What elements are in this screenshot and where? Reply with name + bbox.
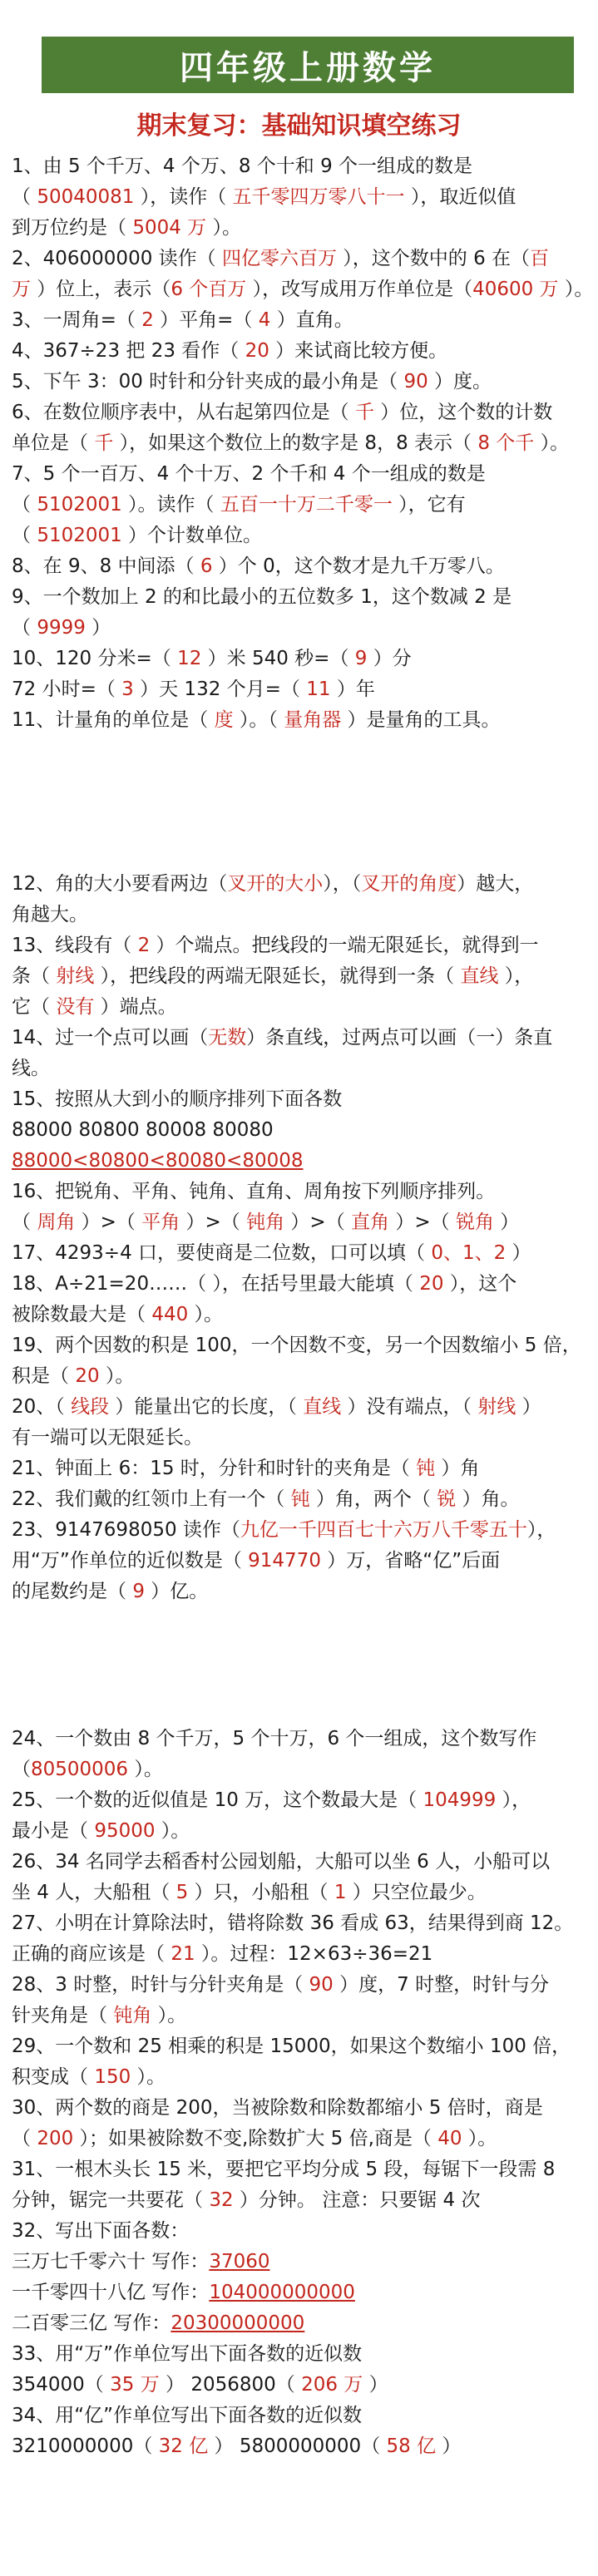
question-text: ）来试商比较方便。 bbox=[269, 340, 448, 362]
question-text: 354000（ bbox=[12, 2374, 111, 2396]
questions-block-3 bbox=[12, 1724, 586, 2462]
question-text: ）米 540 秒=（ bbox=[201, 648, 355, 669]
question-text: 1、由 5 个千万、4 个万、8 个十和 9 个一组成的数是 bbox=[12, 155, 473, 177]
question-text: 72 小时=（ bbox=[12, 679, 122, 700]
answer-text: 锐 bbox=[437, 1488, 457, 1510]
text-line bbox=[12, 1484, 586, 1515]
text-line bbox=[12, 2062, 586, 2093]
question-text: ）越大， bbox=[457, 873, 534, 895]
question-text: 3、一周角=（ bbox=[12, 309, 142, 331]
question-text: 19、两个因数的积是 100，一个因数不变，另一个因数缩小 5 倍， bbox=[12, 1335, 581, 1356]
question-text: ）>（ bbox=[389, 1212, 456, 1233]
question-text: ） bbox=[506, 1242, 531, 1264]
text-line bbox=[12, 2247, 586, 2277]
text-line bbox=[12, 490, 586, 521]
title-banner: 四年级上册数学 bbox=[42, 37, 574, 93]
question-text: 24、一个数由 8 个千万，5 个十万，6 个一组成，这个数写作 bbox=[12, 1728, 537, 1749]
answer-text: 五千零四万零八十一 bbox=[232, 186, 405, 208]
answer-text: 104999 bbox=[423, 1789, 497, 1811]
text-line bbox=[12, 428, 586, 459]
question-text: 15、按照从大到小的顺序排列下面各数 bbox=[12, 1088, 343, 1110]
worksheet-page bbox=[0, 37, 598, 2576]
answer-text: 钝角 bbox=[246, 1212, 285, 1233]
question-text: ） bbox=[493, 1212, 520, 1233]
question-text: ）。 bbox=[462, 2128, 497, 2149]
question-text: 它（ bbox=[12, 996, 57, 1018]
text-line bbox=[12, 1115, 586, 1146]
question-text: ）位，这个数的计数 bbox=[373, 402, 553, 423]
text-line bbox=[12, 2216, 586, 2247]
text-line bbox=[12, 2031, 586, 2062]
questions-block-2 bbox=[12, 869, 586, 1607]
answer-text: 锐角 bbox=[455, 1212, 494, 1233]
question-text: 31、一根木头长 15 米，要把它平均分成 5 段，每锯下一段需 8 bbox=[12, 2159, 556, 2180]
answer-text: 周角 bbox=[37, 1212, 76, 1233]
text-line bbox=[12, 336, 586, 367]
question-text: ）。 bbox=[151, 2005, 187, 2026]
answer-text: 钝角 bbox=[113, 2005, 152, 2026]
question-text: ）。（ bbox=[233, 709, 284, 731]
answer-text: 20 bbox=[75, 1365, 100, 1387]
question-text: 25、一个数的近似值是 10 万，这个数最大是（ bbox=[12, 1789, 423, 1811]
question-text: 13、线段有（ bbox=[12, 935, 138, 956]
question-text: ）年 bbox=[330, 679, 375, 700]
text-line bbox=[12, 1847, 586, 1878]
answer-text: 钝 bbox=[290, 1488, 310, 1510]
question-text: ）直角。 bbox=[270, 309, 353, 331]
text-line bbox=[12, 1816, 586, 1847]
question-text: （ bbox=[12, 494, 37, 516]
answer-text: 4 bbox=[258, 309, 271, 331]
question-text: ）只，小船租（ bbox=[188, 1882, 334, 1903]
question-text: ）。 bbox=[155, 1820, 190, 1842]
question-text: ）只空位最少。 bbox=[346, 1882, 487, 1903]
question-text: 14、过一个点可以画（ bbox=[12, 1027, 209, 1049]
answer-text: 万 bbox=[12, 279, 31, 300]
question-text: 积是（ bbox=[12, 1365, 76, 1387]
text-line bbox=[12, 1023, 586, 1054]
question-text: 用“万”作单位的近似数是（ bbox=[12, 1550, 249, 1572]
text-line bbox=[12, 1970, 586, 2001]
question-text: （ bbox=[12, 525, 37, 546]
question-text: ）>（ bbox=[75, 1212, 142, 1233]
worksheet-body bbox=[12, 151, 594, 2462]
question-text: ）分 bbox=[367, 648, 412, 669]
question-text: ）。 bbox=[534, 432, 570, 454]
question-text: ），改写成用万作单位是（ bbox=[246, 279, 473, 300]
question-text: 2、406000000 读作（ bbox=[12, 248, 222, 269]
answer-text: 8 个千 bbox=[477, 432, 535, 454]
question-text: 坐 4 人，大船租（ bbox=[12, 1882, 176, 1903]
text-line bbox=[12, 2431, 586, 2462]
answer-text: 千 bbox=[354, 402, 374, 423]
answer-text: 没有 bbox=[56, 996, 95, 1018]
text-line bbox=[12, 244, 586, 274]
question-text: 针夹角是（ bbox=[12, 2005, 114, 2026]
question-text: 8、在 9、8 中间添（ bbox=[12, 555, 200, 577]
question-text: （ bbox=[12, 2128, 37, 2149]
question-text: 23、9147698050 读作（ bbox=[12, 1519, 240, 1541]
question-text: ）；如果被除数不变,除数扩大 5 倍,商是（ bbox=[73, 2128, 438, 2149]
text-line bbox=[12, 305, 586, 336]
answer-text: 线段 bbox=[71, 1396, 110, 1418]
answer-text: 206 万 bbox=[301, 2374, 363, 2396]
question-text: ）。 bbox=[99, 1365, 135, 1387]
text-line bbox=[12, 582, 586, 613]
text-line bbox=[12, 992, 586, 1023]
question-text: 18、A÷21=20……（ ），在括号里最大能填（ bbox=[12, 1273, 420, 1295]
question-text: ）。 bbox=[131, 2066, 166, 2088]
question-text: ）度。 bbox=[427, 371, 492, 392]
answer-text: 50040081 bbox=[37, 186, 135, 208]
answer-text: 5102001 bbox=[37, 494, 122, 516]
text-line bbox=[12, 1207, 586, 1238]
question-text: ）角。 bbox=[456, 1488, 520, 1510]
question-text: ）位上，表示（ bbox=[31, 279, 171, 300]
question-text: ），它有 bbox=[392, 494, 466, 516]
question-text: ） bbox=[436, 2435, 462, 2457]
text-line bbox=[12, 367, 586, 397]
question-text: ），把线段的两端无限延长，就得到一条（ bbox=[94, 965, 461, 987]
questions-block-1 bbox=[12, 151, 594, 736]
text-line bbox=[12, 1908, 586, 1939]
question-text: ）， bbox=[496, 1789, 531, 1811]
text-line bbox=[12, 2370, 586, 2401]
answer-text: 20 bbox=[245, 340, 269, 362]
text-line bbox=[12, 1361, 586, 1392]
question-text: 9、一个数加上 2 的和比最小的五位数多 1，这个数减 2 是 bbox=[12, 586, 512, 608]
text-line bbox=[12, 1423, 586, 1453]
question-text: 角越大。 bbox=[12, 904, 88, 925]
text-line bbox=[12, 1054, 586, 1084]
question-text: 5、下午 3：00 时针和分针夹成的最小角是（ bbox=[12, 371, 404, 392]
question-text: 有一端可以无限延长。 bbox=[12, 1427, 203, 1448]
question-text: ）条直线，过两点可以画（一）条直 bbox=[246, 1027, 553, 1049]
question-text: 32、写出下面各数： bbox=[12, 2220, 190, 2242]
question-text: ），这个 bbox=[443, 1273, 517, 1295]
answer-text: 2 bbox=[141, 309, 154, 331]
text-line bbox=[12, 1300, 586, 1330]
answer-text: 95000 bbox=[94, 1820, 156, 1842]
question-text: ）端点。 bbox=[94, 996, 177, 1018]
question-text: ），取近似值 bbox=[404, 186, 516, 208]
question-text: ）。 bbox=[188, 1304, 224, 1325]
answer-text: 35 万 bbox=[110, 2374, 160, 2396]
text-line bbox=[12, 869, 586, 900]
question-text: 的尾数约是（ bbox=[12, 1581, 133, 1602]
text-line bbox=[12, 1515, 586, 1546]
answer-text: 9 bbox=[132, 1581, 145, 1602]
question-text: 分钟，锯完一共要花（ bbox=[12, 2189, 210, 2211]
text-line bbox=[12, 459, 586, 490]
text-line bbox=[12, 2185, 586, 2216]
question-text: 积变成（ bbox=[12, 2066, 95, 2088]
question-text: 6、在数位顺序表中，从右起第四位是（ bbox=[12, 402, 355, 423]
question-text: 16、把锐角、平角、钝角、直角、周角按下列顺序排列。 bbox=[12, 1181, 496, 1202]
question-text: ）角，两个（ bbox=[309, 1488, 437, 1510]
answer-text: 5 bbox=[175, 1882, 189, 1903]
text-line bbox=[12, 1177, 586, 1207]
text-line bbox=[12, 1146, 586, 1177]
question-text: （ bbox=[12, 1759, 31, 1780]
answer-text: 无数 bbox=[208, 1027, 247, 1049]
text-line bbox=[12, 1785, 586, 1816]
text-line bbox=[12, 2401, 586, 2431]
answer-text: 射线 bbox=[56, 965, 95, 987]
answer-text: 6 个百万 bbox=[171, 279, 247, 300]
question-text: ）没有端点，（ bbox=[341, 1396, 478, 1418]
question-text: ）， bbox=[526, 1519, 556, 1541]
answer-text: 40 bbox=[437, 2128, 462, 2149]
text-line bbox=[12, 2277, 586, 2308]
question-text: 22、我们戴的红领巾上有一个（ bbox=[12, 1488, 291, 1510]
text-line bbox=[12, 1724, 586, 1754]
question-text: 17、4293÷4 口，要使商是二位数，口可以填（ bbox=[12, 1242, 432, 1264]
question-text: 到万位约是（ bbox=[12, 217, 133, 239]
question-text: ） bbox=[516, 1396, 541, 1418]
question-text: ） 2056800（ bbox=[159, 2374, 302, 2396]
question-text: ）。 bbox=[558, 279, 594, 300]
text-line bbox=[12, 1754, 586, 1785]
text-line bbox=[12, 900, 586, 930]
question-text: ）。过程：12×63÷36=21 bbox=[195, 1943, 433, 1965]
question-text: 4、367÷23 把 23 看作（ bbox=[12, 340, 245, 362]
question-text: 二百零三亿 写作： bbox=[12, 2312, 171, 2334]
text-line bbox=[12, 1546, 586, 1577]
question-text: 88000 80800 80008 80080 bbox=[12, 1119, 274, 1141]
question-text: ）>（ bbox=[284, 1212, 352, 1233]
answer-text: 射线 bbox=[477, 1396, 516, 1418]
question-text: ）天 132 个月=（ bbox=[133, 679, 307, 700]
answer-text: 叉开的大小 bbox=[227, 873, 324, 895]
answer-text: 1 bbox=[334, 1882, 347, 1903]
text-line bbox=[12, 2124, 586, 2154]
question-text: （ bbox=[12, 617, 37, 639]
question-text: 26、34 名同学去稻香村公园划船，大船可以坐 6 人，小船可以 bbox=[12, 1851, 551, 1873]
answer-text: 量角器 bbox=[284, 709, 342, 731]
answer-text: 21 bbox=[171, 1943, 195, 1965]
question-text: ）角 bbox=[435, 1458, 480, 1479]
question-text: 30、两个数的商是 200，当被除数和除数都缩小 5 倍时，商是 bbox=[12, 2097, 543, 2119]
answer-text: 9999 bbox=[37, 617, 86, 639]
text-line bbox=[12, 1878, 586, 1908]
text-line bbox=[12, 1269, 586, 1300]
answer-text: 32 亿 bbox=[158, 2435, 209, 2457]
answer-text: 20300000000 bbox=[171, 2312, 305, 2334]
text-line bbox=[12, 930, 586, 961]
question-text: ），读作（ bbox=[134, 186, 233, 208]
text-line bbox=[12, 2308, 586, 2339]
question-text: ）个端点。把线段的一端无限延长，就得到一 bbox=[150, 935, 539, 956]
question-text: 10、120 分米=（ bbox=[12, 648, 178, 669]
answer-text: 12 bbox=[177, 648, 202, 669]
question-text: ）。 bbox=[128, 1759, 163, 1780]
question-text: 单位是（ bbox=[12, 432, 95, 454]
answer-text: 度 bbox=[214, 709, 234, 731]
question-text: ）分钟。 注意：只要锯 4 次 bbox=[233, 2189, 481, 2211]
subtitle: 期末复习：基础知识填空练习 bbox=[136, 111, 462, 141]
question-text: 3210000000（ bbox=[12, 2435, 159, 2457]
text-line bbox=[12, 521, 586, 551]
question-text: 线。 bbox=[12, 1058, 50, 1079]
question-text: ）亿。 bbox=[144, 1581, 209, 1602]
question-text: ），（ bbox=[323, 873, 362, 895]
answer-text: 直线 bbox=[303, 1396, 342, 1418]
question-text: ）度，7 时整，时针与分 bbox=[333, 1974, 550, 1996]
question-text: 最小是（ bbox=[12, 1820, 95, 1842]
question-text: ） 5800000000（ bbox=[208, 2435, 387, 2457]
text-line bbox=[12, 1939, 586, 1970]
answer-text: 9 bbox=[354, 648, 368, 669]
answer-text: 32 bbox=[209, 2189, 234, 2211]
text-line bbox=[12, 2339, 586, 2370]
question-text: ），这个数中的 6 在（ bbox=[336, 248, 531, 269]
question-text: 21、钟面上 6：15 时，分针和时针的夹角是（ bbox=[12, 1458, 417, 1479]
question-text: ）， bbox=[498, 965, 534, 987]
question-text: 正确的商应该是（ bbox=[12, 1943, 171, 1965]
question-text: 34、用“亿”作单位写出下面各数的近似数 bbox=[12, 2405, 363, 2426]
answer-text: 叉开的角度 bbox=[361, 873, 457, 895]
question-text: ）万，省略“亿”后面 bbox=[320, 1550, 501, 1572]
question-text: ）。 bbox=[206, 217, 241, 239]
question-text: （ bbox=[12, 186, 37, 208]
answer-text: 平角 bbox=[141, 1212, 180, 1233]
text-line bbox=[12, 1392, 586, 1423]
answer-text: 0、1、2 bbox=[431, 1242, 507, 1264]
answer-text: 440 bbox=[151, 1304, 189, 1325]
answer-text: 2 bbox=[137, 935, 151, 956]
answer-text: 90 bbox=[309, 1974, 334, 1996]
question-text: 28、3 时整，时针与分针夹角是（ bbox=[12, 1974, 309, 1996]
question-text: ）平角=（ bbox=[153, 309, 259, 331]
question-text: 20、（ bbox=[12, 1396, 72, 1418]
text-line bbox=[12, 1577, 586, 1607]
answer-text: 四亿零六百万 bbox=[221, 248, 337, 269]
question-text: 33、用“万”作单位写出下面各数的近似数 bbox=[12, 2343, 363, 2365]
question-text: ）是量角的工具。 bbox=[341, 709, 501, 731]
answer-text: 3 bbox=[121, 679, 134, 700]
text-line bbox=[12, 1084, 586, 1115]
answer-text: 千 bbox=[94, 432, 114, 454]
text-line bbox=[12, 274, 594, 305]
question-text: ）。读作（ bbox=[121, 494, 220, 516]
answer-text: 五百一十万二千零一 bbox=[220, 494, 393, 516]
text-line bbox=[12, 397, 586, 428]
answer-text: 914770 bbox=[248, 1550, 321, 1572]
answer-text: 20 bbox=[419, 1273, 444, 1295]
question-text: ）个计数单位。 bbox=[121, 525, 263, 546]
question-text: 被除数最大是（ bbox=[12, 1304, 152, 1325]
question-text: （ bbox=[12, 1212, 37, 1233]
answer-text: 58 亿 bbox=[386, 2435, 437, 2457]
question-text: 12、角的大小要看两边（ bbox=[12, 873, 228, 895]
text-line bbox=[12, 2001, 586, 2031]
question-text: ） bbox=[85, 617, 111, 639]
question-text: 条（ bbox=[12, 965, 57, 987]
question-text: ）>（ bbox=[180, 1212, 247, 1233]
text-line bbox=[12, 961, 586, 992]
text-line bbox=[12, 674, 586, 705]
answer-text: 88000<80800<80080<80008 bbox=[12, 1150, 304, 1172]
answer-text: 200 bbox=[37, 2128, 74, 2149]
answer-text: 150 bbox=[94, 2066, 131, 2088]
question-text: 三万七千零六十 写作： bbox=[12, 2251, 210, 2273]
answer-text: 104000000000 bbox=[209, 2282, 355, 2303]
answer-text: 百 bbox=[530, 248, 550, 269]
question-text: 一千零四十八亿 写作： bbox=[12, 2282, 210, 2303]
question-text: ）个 0，这个数才是九千万零八。 bbox=[212, 555, 505, 577]
answer-text: 5004 万 bbox=[132, 217, 207, 239]
text-line bbox=[12, 2154, 586, 2185]
text-line bbox=[12, 151, 586, 182]
text-line bbox=[12, 213, 586, 244]
text-line bbox=[12, 1330, 586, 1361]
text-line bbox=[12, 1238, 586, 1269]
text-line bbox=[12, 1453, 586, 1484]
answer-text: 11 bbox=[306, 679, 331, 700]
question-text: 11、计量角的单位是（ bbox=[12, 709, 215, 731]
question-text: 29、一个数和 25 相乘的积是 15000，如果这个数缩小 100 倍， bbox=[12, 2036, 571, 2057]
answer-text: 直角 bbox=[351, 1212, 390, 1233]
question-text: ） bbox=[363, 2374, 388, 2396]
answer-text: 直线 bbox=[460, 965, 499, 987]
question-text: 7、5 个一百万、4 个十万、2 个千和 4 个一组成的数是 bbox=[12, 463, 486, 485]
text-line bbox=[12, 182, 586, 213]
answer-text: 5102001 bbox=[37, 525, 122, 546]
answer-text: 40600 万 bbox=[472, 279, 559, 300]
answer-text: 80500006 bbox=[31, 1759, 129, 1780]
text-line bbox=[12, 2093, 586, 2124]
question-text: 27、小明在计算除法时，错将除数 36 看成 63，结果得到商 12。 bbox=[12, 1912, 574, 1934]
text-line bbox=[12, 551, 586, 582]
answer-text: 九亿一千四百七十六万八千零五十 bbox=[240, 1519, 527, 1541]
answer-text: 37060 bbox=[209, 2251, 270, 2273]
answer-text: 钝 bbox=[416, 1458, 436, 1479]
answer-text: 6 bbox=[200, 555, 213, 577]
question-text: ）能量出它的长度，（ bbox=[109, 1396, 304, 1418]
answer-text: 90 bbox=[403, 371, 428, 392]
question-text: ），如果这个数位上的数字是 8，8 表示（ bbox=[113, 432, 478, 454]
text-line bbox=[12, 613, 586, 644]
text-line bbox=[12, 705, 586, 736]
text-line bbox=[12, 644, 586, 674]
